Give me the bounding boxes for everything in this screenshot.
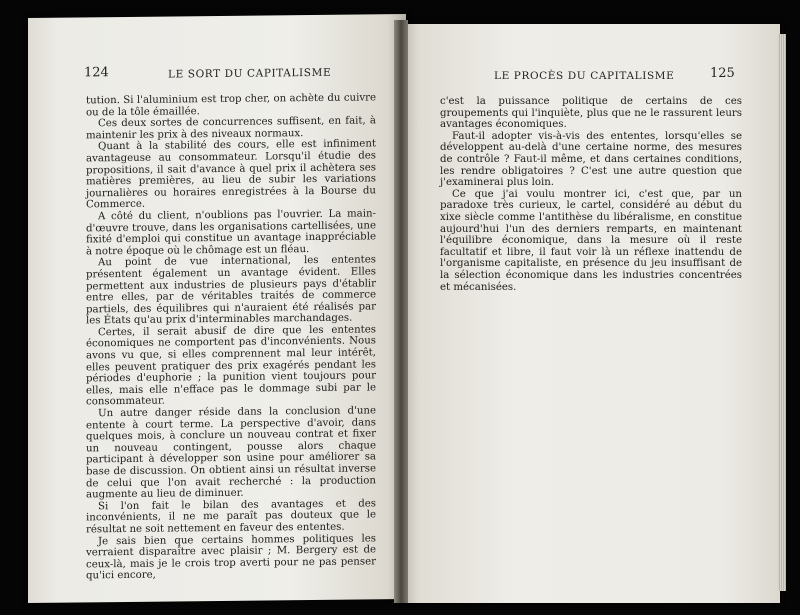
- left-paragraph: Si l'on fait le bilan des avantages et des inconvénients, il ne me paraît pas douteux que le résultat ne soit nettement en faveur des ententes.: [86, 498, 376, 536]
- right-page: [400, 24, 780, 603]
- left-paragraph: Je sais bien que certains hommes politiques les verraient disparaître avec plaisir ; M. Bergery est de ceux-là, mais je le crois trop averti pour ne pas penser qu'ici encore,: [86, 532, 376, 582]
- left-page: [28, 14, 406, 603]
- left-paragraph: Au point de vue international, les ententes présentent également un avantage évident. Elles permettent aux industries de plusieurs pays d'établir entre elles, par de véritables traités de commerce partiels, des équilibres qui n'auraient été réalisés par les États qu'au prix d'interminables marchandages.: [86, 254, 376, 327]
- left-page-number: 124: [84, 65, 109, 81]
- left-paragraph: Quant à la stabilité des cours, elle est infiniment avantageuse au consommateur. Lorsqu'il étudie des propositions, il sait d'avance à quel prix il achètera ses matières premières, au lieu de subir les variations journalières ou horaires enregistrées à la Bourse du Commerce.: [86, 138, 376, 211]
- left-paragraph: Un autre danger réside dans la conclusion d'une entente à court terme. La perspective d'avoir, dans quelques mois, à conclure un nouveau contrat et fixer un nouveau contingent, pousse alors chaque participant à développer son usine pour améliorer sa base de discussion. On obtient ainsi un résultat inverse de celui que l'on avait recherché : la production augmente au lieu de diminuer.: [86, 405, 376, 501]
- left-paragraph: Certes, il serait abusif de dire que les ententes économiques ne comportent pas d'inconvénients. Nous avons vu que, si elles comprennent mal leur intérêt, elles peuvent pratiquer des prix exagérés pendant les périodes d'euphorie ; la punition vient toujours pour elles, mais elle n'efface pas le dommage subi par le consommateur.: [86, 324, 376, 408]
- right-running-head: LE PROCÈS DU CAPITALISME: [494, 70, 675, 82]
- open-book: [28, 18, 786, 603]
- right-paragraph: Ce que j'ai voulu montrer ici, c'est que, par un paradoxe très curieux, le cartel, considéré au début du xixe siècle comme l'antithèse du libéralisme, en constitue aujourd'hui l'un des derniers remparts, en maintenant l'équilibre économique, dans la mesure où il reste facultatif et libre, il faut voir là un réflexe inattendu de l'organisme capitaliste, en présence du jeu insuffisant de la sélection économique dans les industries concentrées et mécanisées.: [440, 188, 742, 293]
- left-page-text: [86, 92, 376, 582]
- book-gutter: [394, 20, 408, 603]
- right-paragraph: Faut-il adopter vis-à-vis des ententes, lorsqu'elles se développent au-delà d'une certaine norme, des mesures de contrôle ? Faut-il même, et dans certaines conditions, les rendre obligatoires ? C'est une autre question que j'examinerai plus loin.: [440, 130, 742, 189]
- left-running-head: LE SORT DU CAPITALISME: [168, 66, 332, 81]
- left-paragraph: tution. Si l'aluminium est trop cher, on achète du cuivre ou de la tôle émaillée.: [86, 92, 376, 118]
- right-paragraph: c'est la puissance politique de certains de ces groupements qui l'inquiète, plus que ne le rassurent leurs avantages économiques.: [440, 96, 742, 131]
- right-page-text: [440, 96, 742, 293]
- right-page-number: 125: [710, 66, 735, 81]
- left-paragraph: Ces deux sortes de concurrences suffisent, en fait, à maintenir les prix à des niveaux normaux.: [86, 115, 376, 142]
- left-paragraph: A côté du client, n'oublions pas l'ouvrier. La main-d'œuvre trouve, dans les organisations cartellisées, une fixité d'emploi qui constitue un avantage inappréciable à notre époque où le chômage est un fléau.: [86, 208, 376, 258]
